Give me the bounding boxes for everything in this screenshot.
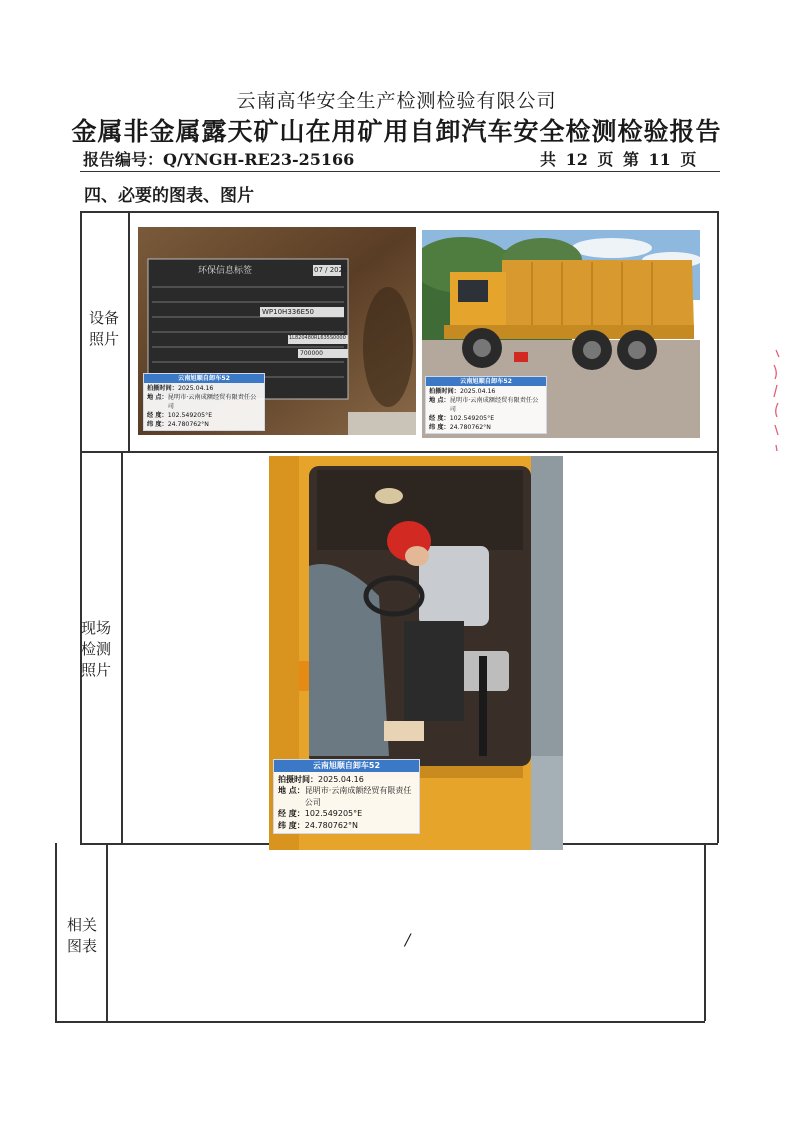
- geo-stamp-photo1: 云南旭顺自卸车52 拍摄时间： 2025.04.16 地 点： 昆明市·云南成额经贸有限责任公司 经 度： 102.549205°E 纬 度： 24.780762°N: [143, 373, 265, 431]
- label-site-photo: 现场 检测 照片: [80, 619, 111, 679]
- geo-stamp-photo3: 云南旭顺自卸车52 拍摄时间： 2025.04.16 地 点： 昆明市·云南成额经贸有限责任公司 经 度： 102.549205°E 纬 度： 24.780762°N: [273, 759, 420, 834]
- nameplate-photo: [138, 227, 416, 435]
- report-title: 金属非金属露天矿山在用矿用自卸汽车安全检测检验报告: [71, 117, 722, 146]
- label-related-charts: 相关 图表: [66, 916, 97, 955]
- nameplate-heading: 环保信息标签: [198, 266, 253, 276]
- header-rule: [80, 171, 720, 172]
- seal-fragment: [770, 345, 782, 455]
- charts-empty-value: /: [405, 930, 411, 949]
- inspection-photo: [269, 456, 563, 850]
- nameplate-year: 07 / 2020: [314, 266, 348, 274]
- page-counter: 共 12 页 第 11 页: [540, 150, 697, 169]
- nameplate-small-value: 700000: [300, 350, 323, 357]
- section-title: 四、必要的图表、图片: [84, 186, 254, 206]
- company-name: 云南高华安全生产检测检验有限公司: [236, 90, 557, 112]
- nameplate-engine-code: WP10H336E50: [262, 308, 315, 316]
- nameplate-serial: 1L820480RL635S0000: [289, 335, 346, 341]
- label-equipment-photo: 设备 照片: [88, 309, 119, 348]
- report-number: 报告编号：Q/YNGH-RE23-25166: [83, 150, 355, 169]
- geo-stamp-photo2: 云南旭顺自卸车52 拍摄时间： 2025.04.16 地 点： 昆明市·云南成额经贸有限责任公司 经 度： 102.549205°E 纬 度： 24.780762°N: [425, 376, 547, 434]
- truck-photo: [422, 230, 700, 438]
